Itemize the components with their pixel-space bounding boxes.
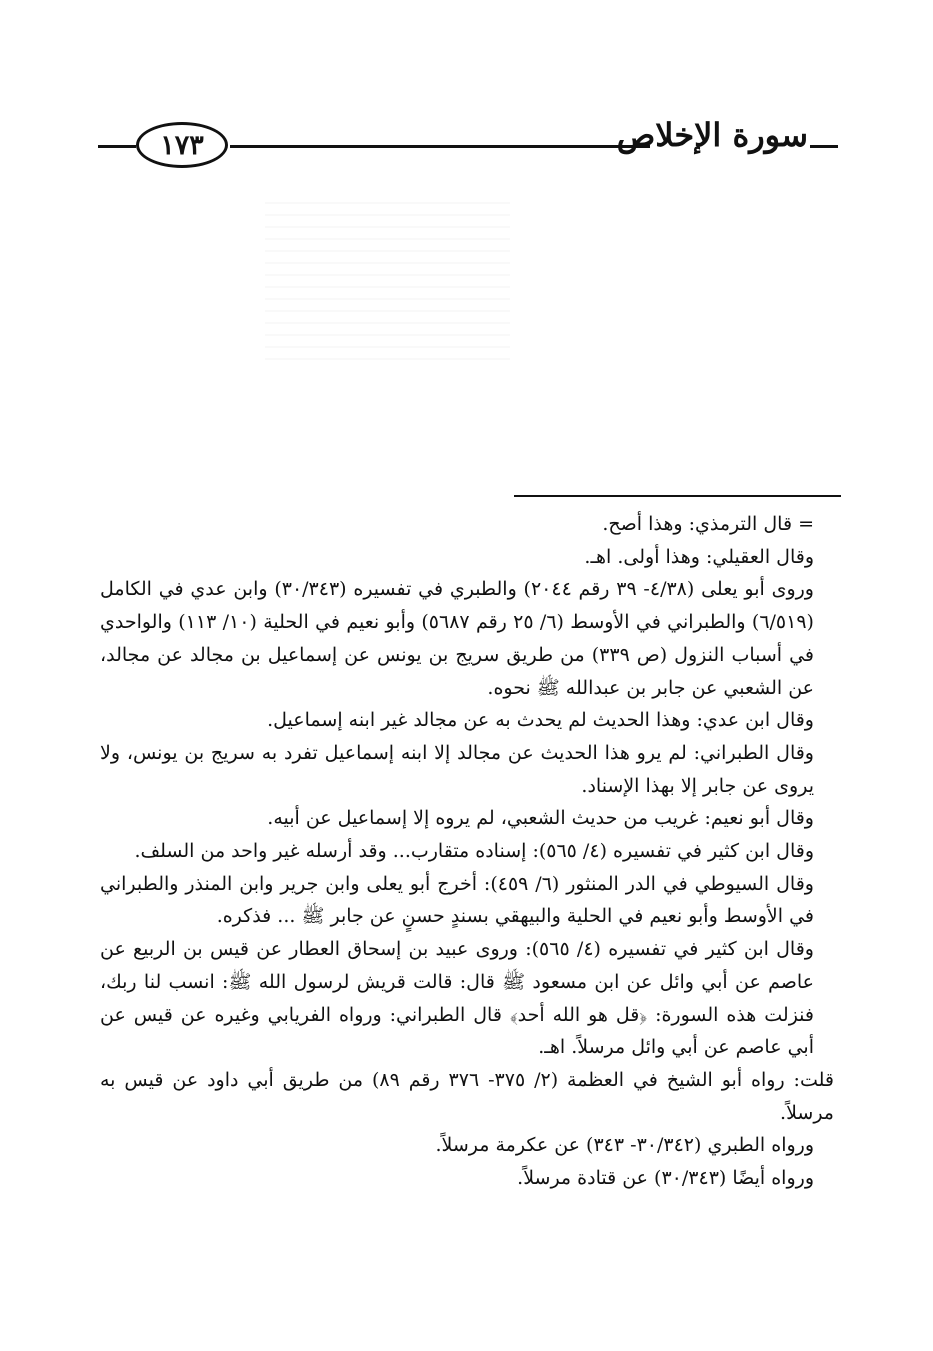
footnote-paragraph: وقال السيوطي في الدر المنثور (٦/ ٤٥٩): أخرج أبو يعلى وابن جرير وابن المنذر والطبراني في الأوسط وأبو نعيم في الحلية والبيهقي بسندٍ حسنٍ عن جابر ﷺ ... فذكره. (100, 872, 814, 928)
header-rule-left (98, 145, 136, 148)
footnote-paragraph: ورواه أيضًا (٣٠/٣٤٣) عن قتادة مرسلاً. (517, 1167, 814, 1190)
footnote-paragraph: وروى أبو يعلى (٤/٣٨- ٣٩ رقم ٢٠٤٤) والطبري في تفسيره (٣٠/٣٤٣) وابن عدي في الكامل (٦/٥١٩) والطبراني في الأوسط (٦/ ٢٥ رقم ٥٦٨٧) وأبو نعيم في الحلية (١٠/ ١١٣) والواحدي في أسباب النزول (ص ٣٣٩) من طريق سريج بن يونس عن إسماعيل بن مجالد عن مجالد، عن الشعبي عن جابر بن عبدالله ﷺ نحوه. (100, 578, 815, 699)
footnote-paragraph: وقال ابن عدي: وهذا الحديث لم يحدث به عن مجالد غير ابنه إسماعيل. (267, 709, 814, 732)
footnote-paragraph: وقال العقيلي: وهذا أولى. اهـ. (584, 545, 814, 568)
footnote-separator (514, 495, 841, 497)
footnote-paragraph: وقال ابن كثير في تفسيره (٤/ ٥٦٥): إسناده متقارب... وقد أرسله غير واحد من السلف. (134, 840, 814, 863)
footnote-paragraph: قلت: رواه أبو الشيخ في العظمة (٢/ ٣٧٥- ٣٧٦ رقم ٨٩) من طريق أبي داود عن قيس به مرسلاً. (100, 1068, 834, 1124)
scan-smudge (265, 200, 510, 360)
footnote-paragraph: وقال أبو نعيم: غريب من حديث الشعبي، لم يروه إلا إسماعيل عن أبيه. (267, 807, 814, 830)
footnote-paragraph: = قال الترمذي: وهذا أصح. (602, 513, 814, 535)
page-number: ١٧٣ (136, 122, 228, 168)
footnote-paragraph: وقال ابن كثير في تفسيره (٤/ ٥٦٥): وروى عبيد بن إسحاق العطار عن قيس بن الربيع عن عاصم عن أبي وائل عن ابن مسعود ﷺ قال: قالت قريش لرسول الله ﷺ: انسب لنا ربك، فنزلت هذه السورة: ﴿قل هو الله أحد﴾ قال الطبراني: ورواه الفريابي وغيره عن قيس عن أبي عاصم عن أبي وائل مرسلاً. اهـ. (100, 938, 814, 1059)
header-rule-middle (230, 145, 650, 148)
surah-title: سورة الإخلاص (616, 116, 808, 154)
footnote-paragraph: وقال الطبراني: لم يرو هذا الحديث عن مجالد إلا ابنه إسماعيل تفرد به سريج بن يونس، ولا يروى عن جابر إلا بهذا الإسناد. (100, 741, 814, 797)
page-header (98, 118, 836, 174)
footnote-paragraph: ورواه الطبري (٣٠/٣٤٢- ٣٤٣) عن عكرمة مرسلاً. (435, 1134, 814, 1157)
footnotes-block (100, 508, 834, 1195)
header-rule-right (810, 145, 838, 148)
